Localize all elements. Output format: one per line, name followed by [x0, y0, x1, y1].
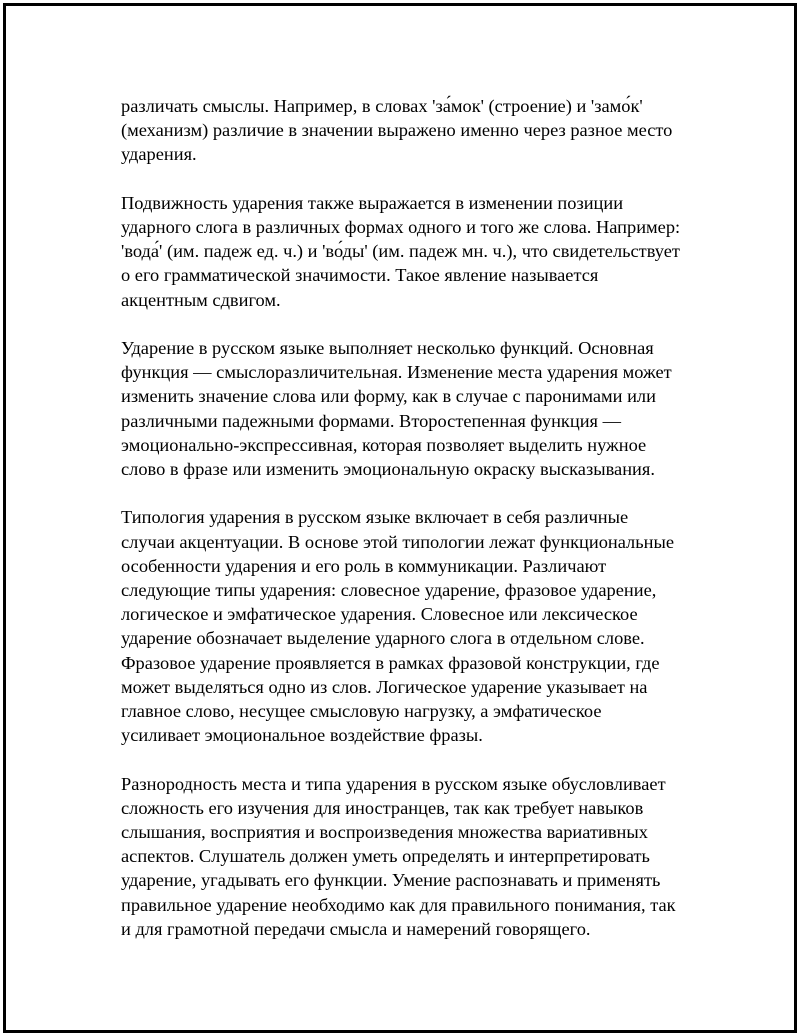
- paragraph-5: Разнородность места и типа ударения в русском языке обусловливает сложность его изучения для иностранцев, так как требует навыков слышания, восприятия и воспроизведения множества вариативных аспектов. Слушатель должен уметь определять и интерпретировать ударение, угадывать его функции. Умение распознавать и применять правильное ударение необходимо как для правильного понимания, так и для грамотной передачи смысла и намерений говорящего.: [121, 773, 676, 939]
- page-content: [121, 94, 701, 965]
- paragraph-1: различать смыслы. Например, в словах 'за́мок' (строение) и 'замо́к' (механизм) различие в значении выражено именно через разное место ударения.: [121, 96, 673, 165]
- paragraph-3: Ударение в русском языке выполняет несколько функций. Основная функция — смыслоразличительная. Изменение места ударения может изменить значение слова или форму, как в случае с паронимами или различными падежными формами. Второстепенная функция — эмоционально-экспрессивная, которая позволяет выделить нужное слово в фразе или изменить эмоциональную окраску высказывания.: [121, 338, 672, 480]
- paragraph-4: Типология ударения в русском языке включает в себя различные случаи акцентуации. В основе этой типологии лежат функциональные особенности ударения и его роль в коммуникации. Различают следующие типы ударения: словесное ударение, фразовое ударение, логическое и эмфатическое ударения. Словесное или лексическое ударение обозначает выделение ударного слога в отдельном слове. Фразовое ударение проявляется в рамках фразовой конструкции, где может выделяться одно из слов. Логическое ударение указывает на главное слово, несущее смысловую нагрузку, а эмфатическое усиливает эмоциональное воздействие фразы.: [121, 507, 674, 746]
- paragraph-2: Подвижность ударения также выражается в изменении позиции ударного слога в различных формах одного и того же слова. Например: 'вода́' (им. падеж ед. ч.) и 'во́ды' (им. падеж мн. ч.), что свидетельствует о его грамматической значимости. Такое явление называется акцентным сдвигом.: [121, 192, 681, 310]
- page-frame: [3, 3, 797, 1033]
